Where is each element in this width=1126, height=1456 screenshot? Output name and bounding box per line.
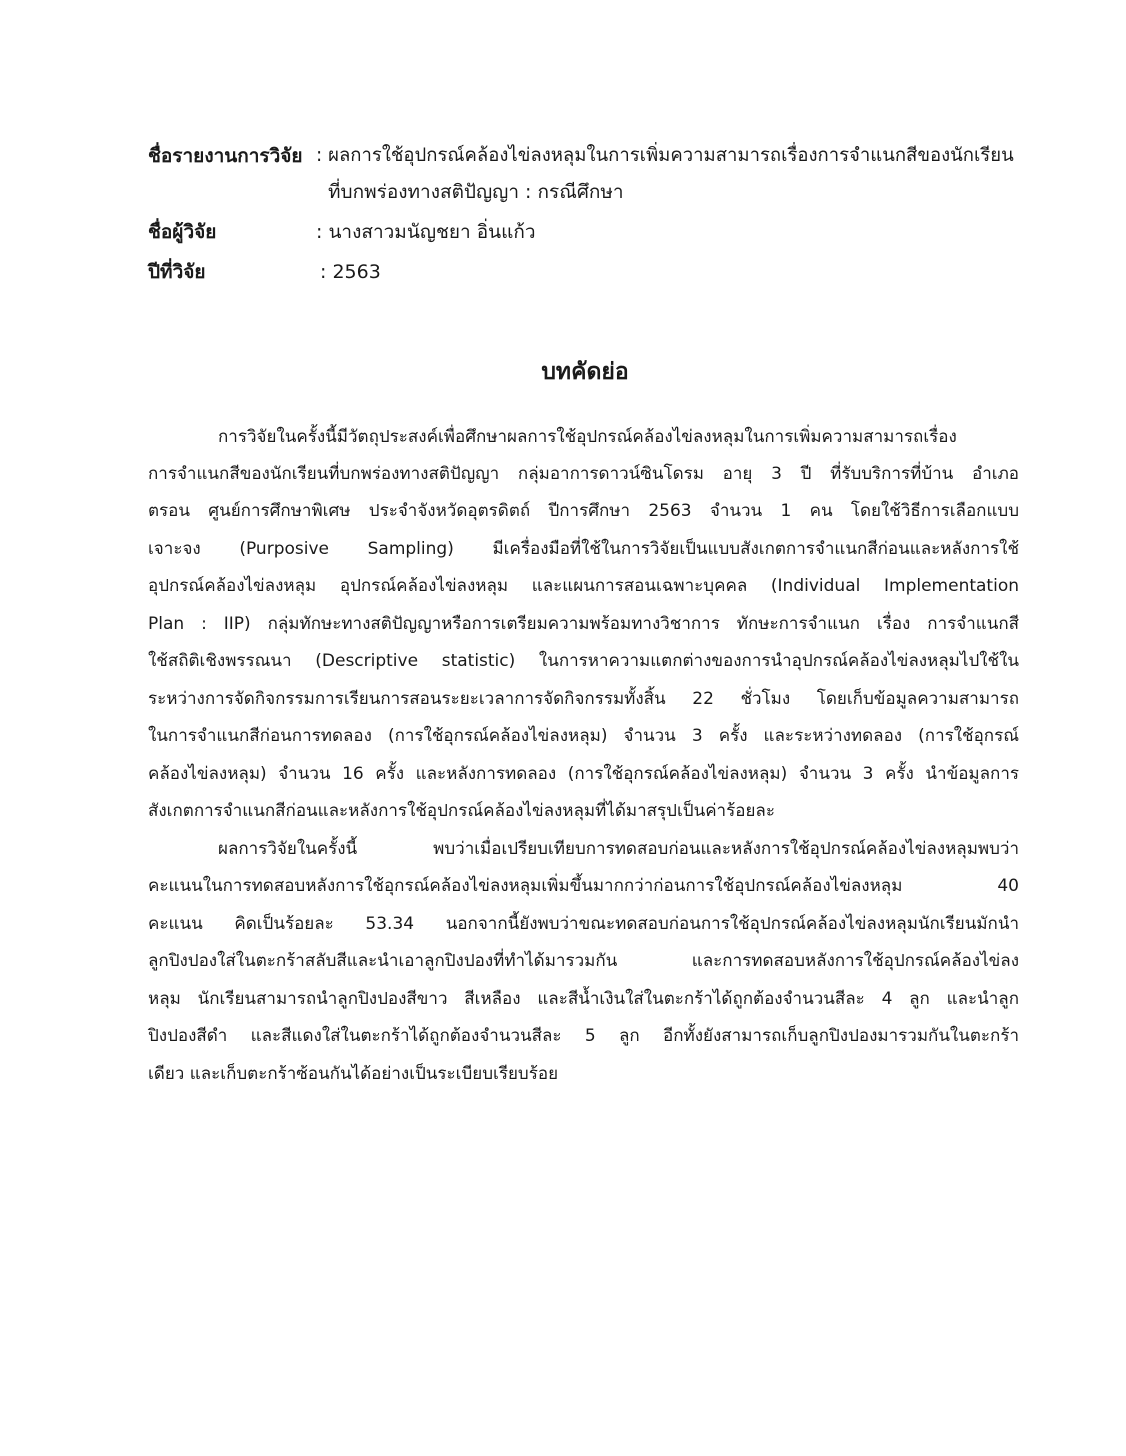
- paragraph-line: คล้องไข่ลงหลุม) จำนวน 16 ครั้ง และหลังการทดลอง (การใช้อุกรณ์คล้องไข่ลงหลุม) จำนวน 3 ครั้ง นำข้อมูลการ: [148, 764, 1019, 784]
- paragraph-line: ปิงปองสีดำ และสีแดงใส่ในตะกร้าได้ถูกต้องจำนวนสีละ 5 ลูก อีกทั้งยังสามารถเก็บลูกปิงปองมารวมกันในตะกร้า: [148, 1026, 1019, 1046]
- year-value: : 2563: [320, 261, 381, 283]
- paragraph-line: ระหว่างการจัดกิจกรรมการเรียนการสอนระยะเวลาการจัดกิจกรรมทั้งสิ้น 22 ชั่วโมง โดยเก็บข้อมูลความสามารถ: [148, 689, 1019, 709]
- paragraph-line: การวิจัยในครั้งนี้มีวัตถุประสงค์เพื่อศึกษาผลการใช้อุปกรณ์คล้องไข่ลงหลุมในการเพิ่มความสามารถเรื่อง: [218, 427, 957, 447]
- paragraph-line: เจาะจง (Purposive Sampling) มีเครื่องมือที่ใช้ในการวิจัยเป็นแบบสังเกตการจำแนกสีก่อนและหลังการใช้: [148, 539, 1019, 559]
- paragraph-line: ลูกปิงปองใส่ในตะกร้าสลับสีและนำเอาลูกปิงปองที่ทำได้มารวมกัน และการทดสอบหลังการใช้อุปกรณ์คล้องไข่ลง: [148, 951, 1019, 971]
- paragraph-line: เดียว และเก็บตะกร้าซ้อนกันได้อย่างเป็นระเบียบเรียบร้อย: [148, 1064, 559, 1084]
- paragraph-line: ใช้สถิติเชิงพรรณนา (Descriptive statistic) ในการหาความแตกต่างของการนำอุปกรณ์คล้องไข่ลงหลุมไปใช้ใน: [148, 651, 1019, 671]
- abstract-heading: บทคัดย่อ: [541, 359, 629, 385]
- paragraph-line: การจำแนกสีของนักเรียนที่บกพร่องทางสติปัญญา กลุ่มอาการดาวน์ซินโดรม อายุ 3 ปี ที่รับบริการที่บ้าน อำเภอ: [148, 464, 1019, 484]
- author-value: : นางสาวมนัญชยา อิ่นแก้ว: [316, 221, 536, 243]
- title-value-continued: ที่บกพร่องทางสติปัญญา : กรณีศึกษา: [328, 181, 624, 203]
- paragraph-line: ผลการวิจัยในครั้งนี้ พบว่าเมื่อเปรียบเทียบการทดสอบก่อนและหลังการใช้อุปกรณ์คล้องไข่ลงหลุมพบว่า: [218, 839, 1019, 859]
- paragraph-line: ตรอน ศูนย์การศึกษาพิเศษ ประจำจังหวัดอุตรดิตถ์ ปีการศึกษา 2563 จำนวน 1 คน โดยใช้วิธีการเลือกแบบ: [148, 501, 1019, 521]
- author-label: ชื่อผู้วิจัย: [148, 221, 217, 243]
- paragraph-line: คะแนนในการทดสอบหลังการใช้อุกรณ์คล้องไข่ลงหลุมเพิ่มขึ้นมากกว่าก่อนการใช้อุปกรณ์คล้องไข่ลงหลุม 40: [148, 876, 1019, 896]
- paragraph-line: อุปกรณ์คล้องไข่ลงหลุม อุปกรณ์คล้องไข่ลงหลุม และแผนการสอนเฉพาะบุคคล (Individual Implementation: [148, 576, 1019, 596]
- title-value: : ผลการใช้อุปกรณ์คล้องไข่ลงหลุมในการเพิ่มความสามารถเรื่องการจำแนกสีของนักเรียน: [316, 145, 1014, 166]
- paragraph-line: คะแนน คิดเป็นร้อยละ 53.34 นอกจากนี้ยังพบว่าขณะทดสอบก่อนการใช้อุปกรณ์คล้องไข่ลงหลุมนักเรียนมักนำ: [148, 914, 1019, 934]
- title-label: ชื่อรายงานการวิจัย: [148, 145, 303, 167]
- year-label: ปีที่วิจัย: [148, 261, 206, 283]
- paragraph-line: Plan : IIP) กลุ่มทักษะทางสติปัญญาหรือการเตรียมความพร้อมทางวิชาการ ทักษะการจำแนก เรื่อง การจำแนกสี: [148, 614, 1019, 634]
- paragraph-line: หลุม นักเรียนสามารถนำลูกปิงปองสีขาว สีเหลือง และสีน้ำเงินใส่ในตะกร้าได้ถูกต้องจำนวนสีละ 4 ลูก และนำลูก: [148, 989, 1019, 1009]
- paragraph-line: ในการจำแนกสีก่อนการทดลอง (การใช้อุกรณ์คล้องไข่ลงหลุม) จำนวน 3 ครั้ง และระหว่างทดลอง (การใช้อุกรณ์: [148, 726, 1019, 746]
- paragraph-line: สังเกตการจำแนกสีก่อนและหลังการใช้อุปกรณ์คล้องไข่ลงหลุมที่ได้มาสรุปเป็นค่าร้อยละ: [148, 801, 775, 821]
